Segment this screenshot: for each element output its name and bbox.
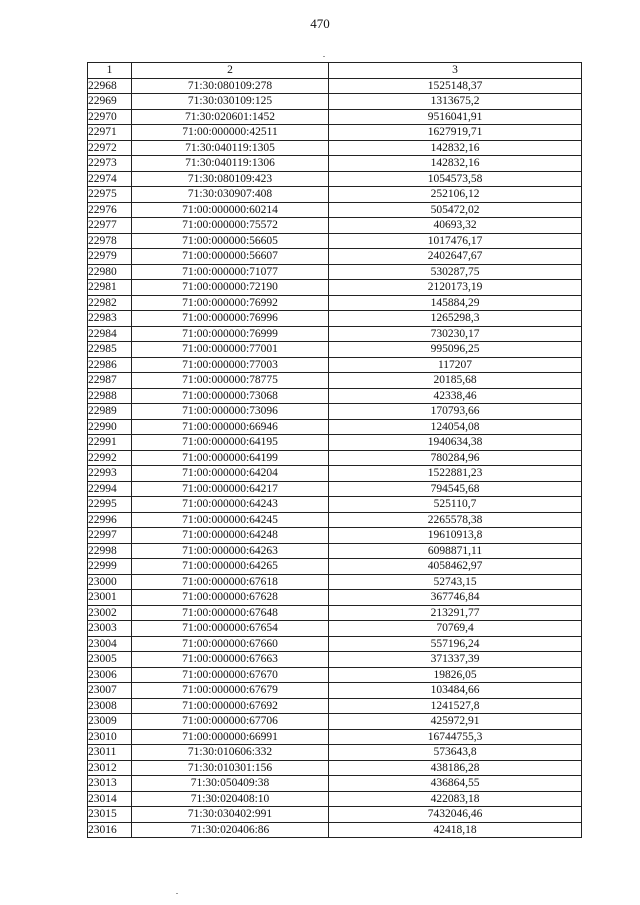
row-number-cell: 22993 [88,466,132,482]
cadastral-number-cell: 71:00:000000:67660 [132,636,329,652]
table-row [88,187,582,203]
row-number-cell: 22996 [88,512,132,528]
cadastral-number-cell: 71:00:000000:78775 [132,373,329,389]
cadastral-value-cell: 573643,8 [329,745,582,761]
cadastral-number-cell: 71:00:000000:67706 [132,714,329,730]
table-row [88,435,582,451]
table-row [88,249,582,265]
row-number-cell: 22992 [88,450,132,466]
row-number-cell: 22982 [88,295,132,311]
cadastral-number-cell: 71:00:000000:67663 [132,652,329,668]
cadastral-value-cell: 1522881,23 [329,466,582,482]
row-number-cell: 23012 [88,760,132,776]
cadastral-number-cell: 71:00:000000:56605 [132,233,329,249]
cadastral-number-cell: 71:00:000000:73068 [132,388,329,404]
row-number-cell: 22999 [88,559,132,575]
cadastral-value-cell: 42418,18 [329,822,582,838]
cadastral-value-cell: 438186,28 [329,760,582,776]
scan-speck [323,56,325,57]
cadastral-value-cell: 20185,68 [329,373,582,389]
cadastral-number-cell: 71:30:080109:423 [132,171,329,187]
cadastral-number-cell: 71:30:010301:156 [132,760,329,776]
table-row [88,776,582,792]
cadastral-value-cell: 19610913,8 [329,528,582,544]
cadastral-number-cell: 71:00:000000:64263 [132,543,329,559]
row-number-cell: 22969 [88,94,132,110]
row-number-cell: 23000 [88,574,132,590]
table-row [88,388,582,404]
cadastral-value-cell: 52743,15 [329,574,582,590]
cadastral-value-cell: 6098871,11 [329,543,582,559]
table-row [88,652,582,668]
table-row [88,311,582,327]
cadastral-value-cell: 70769,4 [329,621,582,637]
cadastral-number-cell: 71:00:000000:64199 [132,450,329,466]
table-row [88,822,582,838]
cadastral-value-cell: 530287,75 [329,264,582,280]
cadastral-number-cell: 71:00:000000:60214 [132,202,329,218]
cadastral-number-cell: 71:30:020601:1452 [132,109,329,125]
cadastral-number-cell: 71:00:000000:66946 [132,419,329,435]
cadastral-value-cell: 422083,18 [329,791,582,807]
cadastral-value-cell: 170793,66 [329,404,582,420]
cadastral-value-cell: 1313675,2 [329,94,582,110]
column-header-number: 1 [88,63,132,79]
cadastral-number-cell: 71:30:020408:10 [132,791,329,807]
cadastral-value-cell: 142832,16 [329,140,582,156]
row-number-cell: 22972 [88,140,132,156]
row-number-cell: 22984 [88,326,132,342]
table-row [88,156,582,172]
row-number-cell: 23014 [88,791,132,807]
table-row [88,373,582,389]
cadastral-number-cell: 71:00:000000:67679 [132,683,329,699]
row-number-cell: 22983 [88,311,132,327]
table-row [88,233,582,249]
cadastral-value-cell: 505472,02 [329,202,582,218]
cadastral-number-cell: 71:00:000000:75572 [132,218,329,234]
table-row [88,528,582,544]
row-number-cell: 22970 [88,109,132,125]
row-number-cell: 23004 [88,636,132,652]
table-row [88,621,582,637]
row-number-cell: 22994 [88,481,132,497]
cadastral-value-cell: 730230,17 [329,326,582,342]
table-row [88,450,582,466]
table-row [88,264,582,280]
table-row [88,543,582,559]
row-number-cell: 22991 [88,435,132,451]
row-number-cell: 23003 [88,621,132,637]
row-number-cell: 22986 [88,357,132,373]
row-number-cell: 22976 [88,202,132,218]
cadastral-number-cell: 71:00:000000:77001 [132,342,329,358]
cadastral-value-cell: 19826,05 [329,667,582,683]
cadastral-value-cell: 995096,25 [329,342,582,358]
row-number-cell: 23010 [88,729,132,745]
row-number-cell: 23007 [88,683,132,699]
cadastral-value-cell: 252106,12 [329,187,582,203]
row-number-cell: 22987 [88,373,132,389]
row-number-cell: 23006 [88,667,132,683]
table-row [88,357,582,373]
cadastral-value-cell: 436864,55 [329,776,582,792]
cadastral-number-cell: 71:00:000000:64245 [132,512,329,528]
cadastral-number-cell: 71:00:000000:71077 [132,264,329,280]
cadastral-number-cell: 71:30:050409:38 [132,776,329,792]
table-row [88,559,582,575]
cadastral-value-cell: 367746,84 [329,590,582,606]
table-row [88,667,582,683]
cadastral-number-cell: 71:00:000000:66991 [132,729,329,745]
row-number-cell: 23005 [88,652,132,668]
table-row [88,280,582,296]
cadastral-value-cell: 780284,96 [329,450,582,466]
cadastral-value-cell: 40693,32 [329,218,582,234]
table-row [88,171,582,187]
table-row [88,683,582,699]
table-row [88,512,582,528]
cadastral-number-cell: 71:30:040119:1306 [132,156,329,172]
row-number-cell: 23009 [88,714,132,730]
page-number: 470 [310,16,330,31]
table-row [88,109,582,125]
table-row [88,745,582,761]
cadastral-value-cell: 213291,77 [329,605,582,621]
row-number-cell: 23008 [88,698,132,714]
row-number-cell: 23015 [88,807,132,823]
table-row [88,218,582,234]
table-row [88,78,582,94]
cadastral-value-cell: 2402647,67 [329,249,582,265]
cadastral-number-cell: 71:00:000000:67670 [132,667,329,683]
cadastral-value-cell: 1627919,71 [329,125,582,141]
cadastral-number-cell: 71:00:000000:64217 [132,481,329,497]
cadastral-value-table [87,62,582,838]
row-number-cell: 22989 [88,404,132,420]
row-number-cell: 22998 [88,543,132,559]
cadastral-value-cell: 794545,68 [329,481,582,497]
cadastral-number-cell: 71:30:080109:278 [132,78,329,94]
row-number-cell: 23011 [88,745,132,761]
cadastral-value-cell: 145884,29 [329,295,582,311]
cadastral-number-cell: 71:30:030402:991 [132,807,329,823]
cadastral-number-cell: 71:30:010606:332 [132,745,329,761]
cadastral-number-cell: 71:00:000000:64248 [132,528,329,544]
cadastral-number-cell: 71:00:000000:64195 [132,435,329,451]
column-header-cadastral-number: 2 [132,63,329,79]
cadastral-number-cell: 71:00:000000:77003 [132,357,329,373]
cadastral-value-cell: 4058462,97 [329,559,582,575]
table-row [88,698,582,714]
row-number-cell: 22981 [88,280,132,296]
table-body [88,78,582,838]
row-number-cell: 22988 [88,388,132,404]
row-number-cell: 22997 [88,528,132,544]
cadastral-number-cell: 71:00:000000:56607 [132,249,329,265]
row-number-cell: 22971 [88,125,132,141]
row-number-cell: 22980 [88,264,132,280]
table-row [88,404,582,420]
cadastral-number-cell: 71:00:000000:67648 [132,605,329,621]
cadastral-number-cell: 71:00:000000:76992 [132,295,329,311]
table-row [88,466,582,482]
table-row [88,574,582,590]
cadastral-number-cell: 71:00:000000:72190 [132,280,329,296]
cadastral-value-cell: 1017476,17 [329,233,582,249]
cadastral-value-cell: 525110,7 [329,497,582,513]
table-row [88,140,582,156]
cadastral-value-cell: 9516041,91 [329,109,582,125]
table-row [88,807,582,823]
table-row [88,760,582,776]
table-row [88,202,582,218]
table-header [88,63,582,79]
cadastral-number-cell: 71:00:000000:67692 [132,698,329,714]
cadastral-value-cell: 103484,66 [329,683,582,699]
table-row [88,714,582,730]
scan-speck [176,893,178,894]
row-number-cell: 22995 [88,497,132,513]
cadastral-value-cell: 557196,24 [329,636,582,652]
cadastral-number-cell: 71:00:000000:64243 [132,497,329,513]
row-number-cell: 23016 [88,822,132,838]
cadastral-number-cell: 71:30:040119:1305 [132,140,329,156]
cadastral-value-cell: 117207 [329,357,582,373]
cadastral-value-cell: 2120173,19 [329,280,582,296]
table-row [88,729,582,745]
cadastral-value-cell: 1265298,3 [329,311,582,327]
cadastral-number-cell: 71:00:000000:64265 [132,559,329,575]
row-number-cell: 22979 [88,249,132,265]
cadastral-value-cell: 1054573,58 [329,171,582,187]
table-row [88,590,582,606]
cadastral-number-cell: 71:30:020406:86 [132,822,329,838]
cadastral-value-cell: 16744755,3 [329,729,582,745]
table-row [88,605,582,621]
cadastral-value-cell: 2265578,38 [329,512,582,528]
cadastral-value-cell: 1940634,38 [329,435,582,451]
cadastral-value-cell: 1525148,37 [329,78,582,94]
row-number-cell: 22968 [88,78,132,94]
cadastral-number-cell: 71:00:000000:67618 [132,574,329,590]
row-number-cell: 22975 [88,187,132,203]
table-row [88,791,582,807]
row-number-cell: 23013 [88,776,132,792]
cadastral-value-cell: 425972,91 [329,714,582,730]
row-number-cell: 22973 [88,156,132,172]
cadastral-number-cell: 71:00:000000:67654 [132,621,329,637]
row-number-cell: 22985 [88,342,132,358]
cadastral-number-cell: 71:00:000000:76996 [132,311,329,327]
row-number-cell: 23002 [88,605,132,621]
cadastral-number-cell: 71:00:000000:67628 [132,590,329,606]
table-row [88,481,582,497]
row-number-cell: 23001 [88,590,132,606]
table-row [88,342,582,358]
table-row [88,419,582,435]
header-row [88,63,582,79]
row-number-cell: 22978 [88,233,132,249]
cadastral-value-cell: 124054,08 [329,419,582,435]
cadastral-number-cell: 71:30:030907:408 [132,187,329,203]
table-row [88,125,582,141]
table-row [88,94,582,110]
cadastral-value-cell: 7432046,46 [329,807,582,823]
row-number-cell: 22977 [88,218,132,234]
cadastral-number-cell: 71:00:000000:42511 [132,125,329,141]
cadastral-value-cell: 371337,39 [329,652,582,668]
row-number-cell: 22974 [88,171,132,187]
column-header-cadastral-value: 3 [329,63,582,79]
cadastral-value-cell: 142832,16 [329,156,582,172]
table-row [88,326,582,342]
cadastral-value-cell: 42338,46 [329,388,582,404]
table-row [88,497,582,513]
row-number-cell: 22990 [88,419,132,435]
cadastral-number-cell: 71:00:000000:73096 [132,404,329,420]
cadastral-number-cell: 71:00:000000:76999 [132,326,329,342]
table-row [88,295,582,311]
table-row [88,636,582,652]
cadastral-number-cell: 71:00:000000:64204 [132,466,329,482]
cadastral-number-cell: 71:30:030109:125 [132,94,329,110]
cadastral-value-cell: 1241527,8 [329,698,582,714]
